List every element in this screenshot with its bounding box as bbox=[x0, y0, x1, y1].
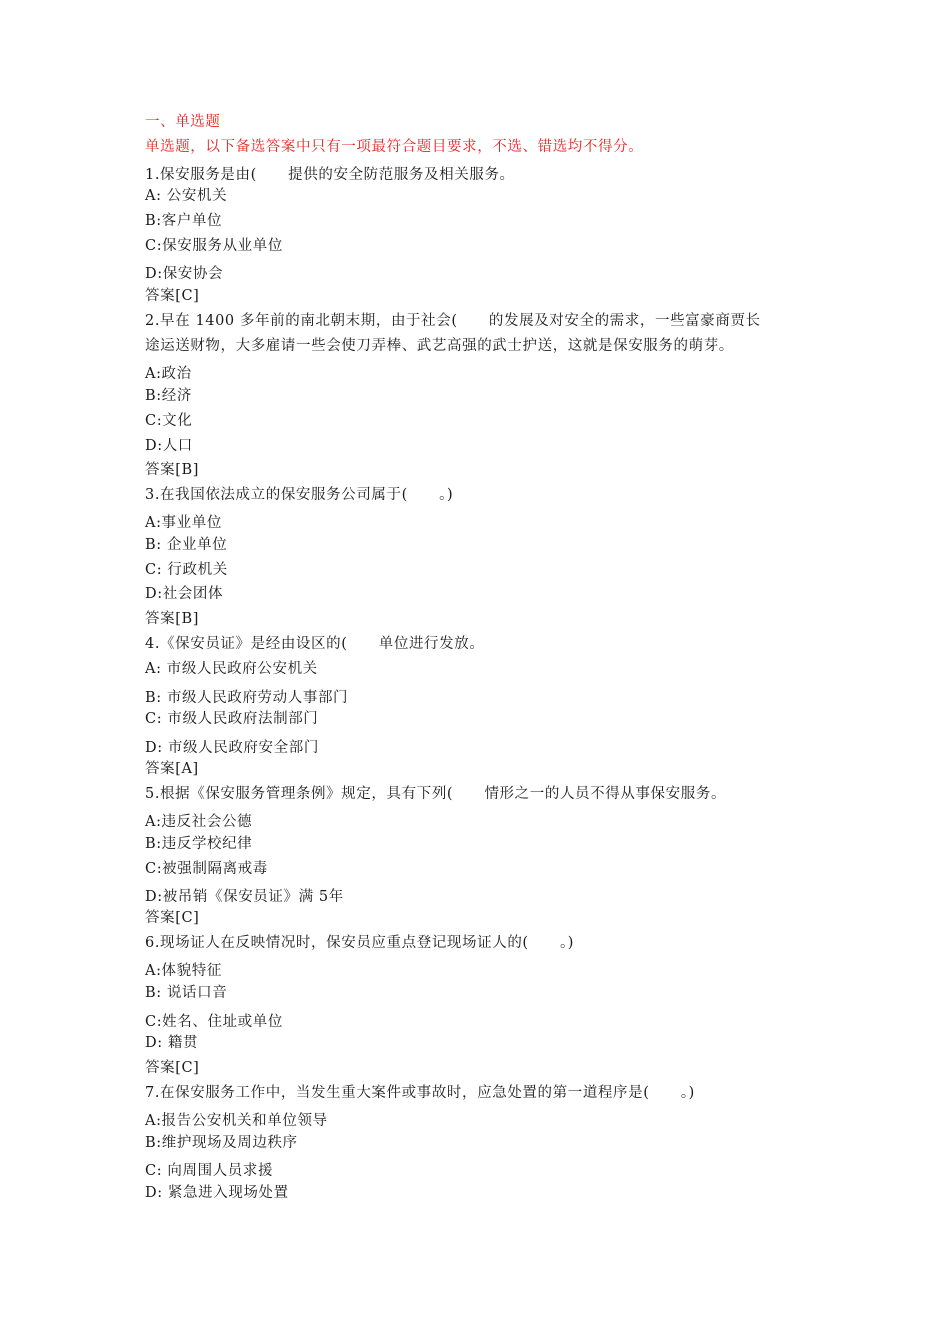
question-4-option-a: A: 市级人民政府公安机关 bbox=[145, 661, 318, 677]
question-4-stem: 4.《保安员证》是经由设区的( 单位进行发放。 bbox=[145, 636, 485, 652]
question-6-stem: 6.现场证人在反映情况时，保安员应重点登记现场证人的( 。) bbox=[145, 935, 575, 951]
question-5-option-d: D:被吊销《保安员证》满 5年 bbox=[145, 889, 344, 905]
question-5-option-c: C:被强制隔离戒毒 bbox=[145, 861, 268, 877]
question-1-option-d: D:保安协会 bbox=[145, 266, 224, 282]
question-4-option-d: D: 市级人民政府安全部门 bbox=[145, 740, 319, 756]
question-3-option-c: C: 行政机关 bbox=[145, 562, 228, 578]
question-1-stem: 1.保安服务是由( 提供的安全防范服务及相关服务。 bbox=[145, 167, 515, 183]
section-instruction: 单选题，以下备选答案中只有一项最符合题目要求，不选、错选均不得分。 bbox=[145, 139, 644, 155]
question-6-answer: 答案[C] bbox=[145, 1060, 200, 1076]
question-2-option-b: B:经济 bbox=[145, 388, 192, 404]
question-5-option-b: B:违反学校纪律 bbox=[145, 836, 253, 852]
question-5-option-a: A:违反社会公德 bbox=[145, 814, 253, 830]
question-2-option-a: A:政治 bbox=[145, 366, 192, 382]
question-4-option-c: C: 市级人民政府法制部门 bbox=[145, 711, 319, 727]
question-1-option-a: A: 公安机关 bbox=[145, 188, 228, 204]
question-5-stem: 5.根据《保安服务管理条例》规定，具有下列( 情形之一的人员不得从事保安服务。 bbox=[145, 786, 727, 802]
question-6-option-a: A:体貌特征 bbox=[145, 963, 222, 979]
question-3-option-b: B: 企业单位 bbox=[145, 537, 228, 553]
question-4-option-b: B: 市级人民政府劳动人事部门 bbox=[145, 690, 349, 706]
section-title: 一、单选题 bbox=[145, 114, 221, 130]
question-3-answer: 答案[B] bbox=[145, 611, 199, 627]
question-6-option-d: D: 籍贯 bbox=[145, 1035, 199, 1051]
question-2-stem-line-1: 2.早在 1400 多年前的南北朝末期，由于社会( 的发展及对安全的需求，一些富豪商贾长 bbox=[145, 313, 761, 329]
question-1-option-c: C:保安服务从业单位 bbox=[145, 238, 283, 254]
question-6-option-c: C:姓名、住址或单位 bbox=[145, 1014, 283, 1030]
question-5-answer: 答案[C] bbox=[145, 910, 200, 926]
question-7-option-b: B:维护现场及周边秩序 bbox=[145, 1135, 298, 1151]
question-6-option-b: B: 说话口音 bbox=[145, 985, 228, 1001]
question-2-answer: 答案[B] bbox=[145, 462, 199, 478]
question-3-stem: 3.在我国依法成立的保安服务公司属于( 。) bbox=[145, 487, 454, 503]
question-4-answer: 答案[A] bbox=[145, 761, 199, 777]
question-3-option-a: A:事业单位 bbox=[145, 515, 222, 531]
question-7-option-a: A:报告公安机关和单位领导 bbox=[145, 1113, 328, 1129]
question-2-stem-line-2: 途运送财物，大多雇请一些会使刀弄棒、武艺高强的武士护送，这就是保安服务的萌芽。 bbox=[145, 338, 734, 354]
question-7-option-c: C: 向周围人员求援 bbox=[145, 1163, 274, 1179]
question-1-option-b: B:客户单位 bbox=[145, 213, 223, 229]
question-3-option-d: D:社会团体 bbox=[145, 586, 224, 602]
question-1-answer: 答案[C] bbox=[145, 288, 200, 304]
question-7-option-d: D: 紧急进入现场处置 bbox=[145, 1185, 289, 1201]
question-2-option-c: C:文化 bbox=[145, 413, 193, 429]
question-7-stem: 7.在保安服务工作中，当发生重大案件或事故时，应急处置的第一道程序是( 。) bbox=[145, 1085, 695, 1101]
question-2-option-d: D:人口 bbox=[145, 438, 193, 454]
